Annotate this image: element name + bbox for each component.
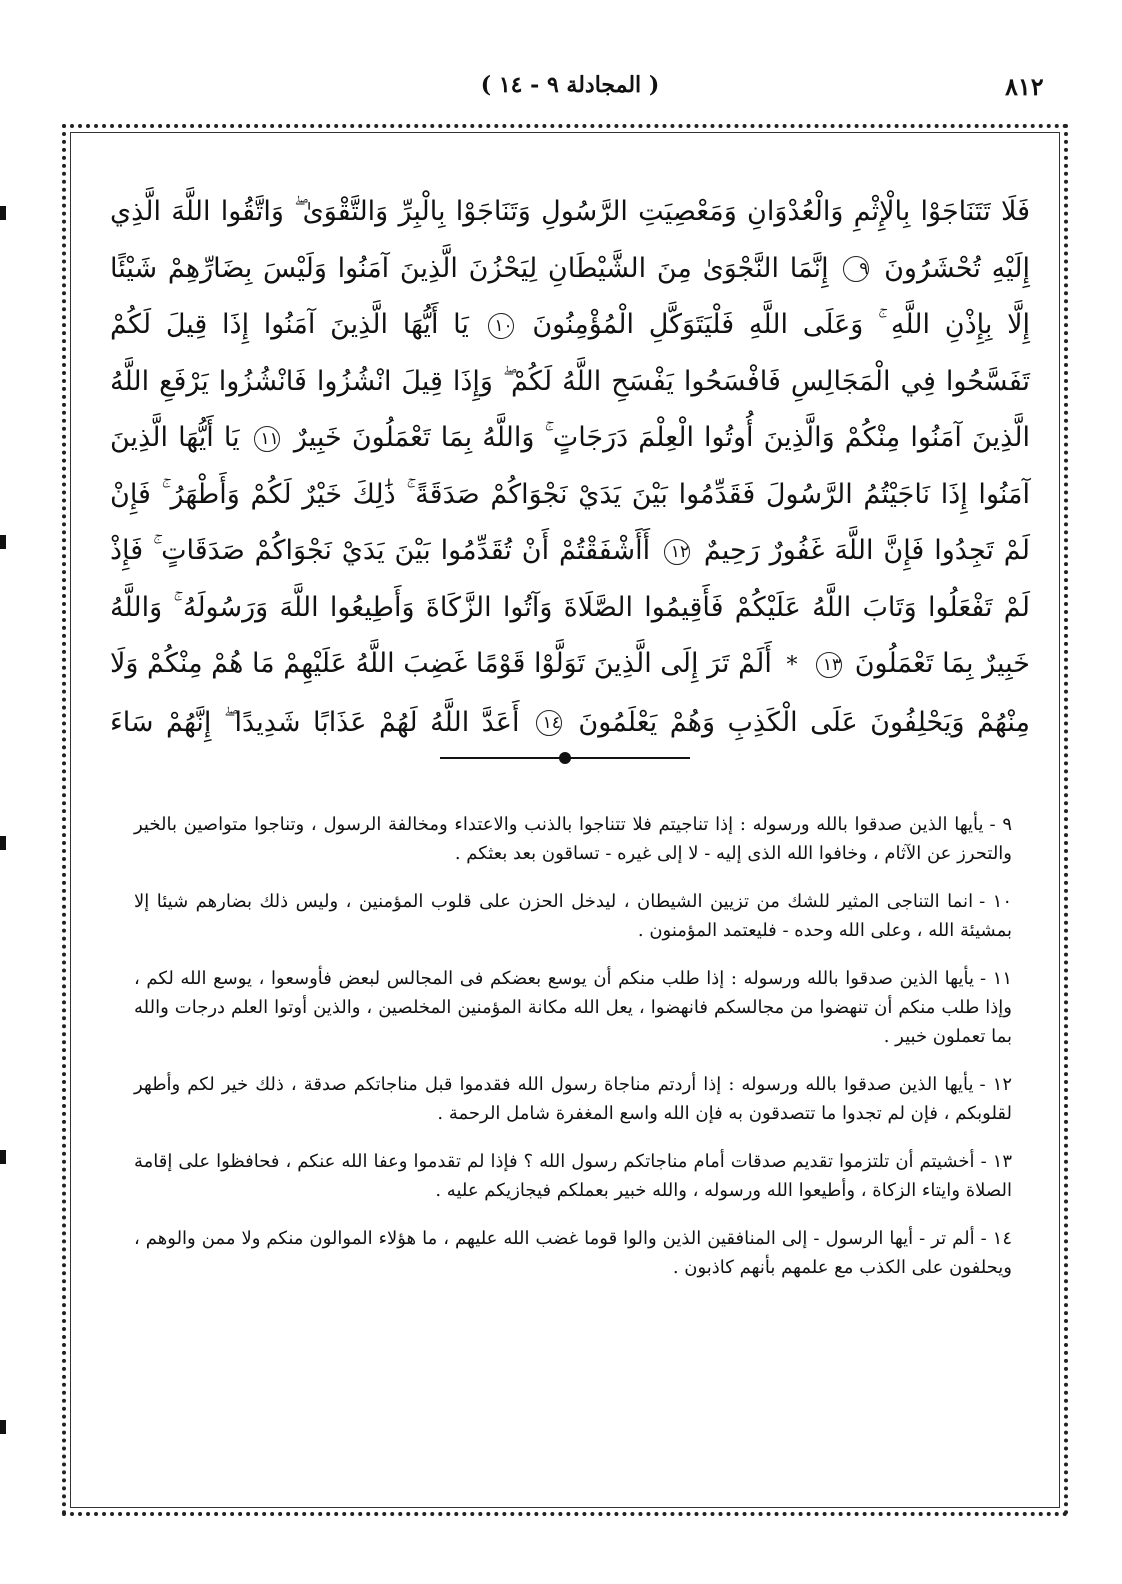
- scan-edge-mark: [0, 1150, 6, 1164]
- commentary-paragraph: [134, 1070, 1012, 1128]
- tafsir-commentary: [134, 810, 1012, 1301]
- commentary-text: يأيها الذين صدقوا بالله ورسوله : إذا أردتم مناجاة رسول الله فقدموا قبل مناجاتكم صدقة ، ذلك خير لكم وأطهر لقلوبكم ، فإن لم تجدوا ما تتصدقون به فإن الله واسع المغفرة شامل الرحمة .: [134, 1074, 1012, 1124]
- commentary-paragraph: [134, 964, 1012, 1051]
- commentary-text: ألم تر - أيها الرسول - إلى المنافقين الذين والوا قوما غضب الله عليهم ، ما هؤلاء الموالون منكم ولا ممن والوهم ، ويحلفون على الكذب مع علمهم بأنهم كاذبون .: [134, 1228, 1012, 1278]
- commentary-paragraph: [134, 810, 1012, 868]
- section-divider: [440, 752, 690, 764]
- commentary-number: ١٣ -: [980, 1151, 1012, 1172]
- verse-text: يَا أَيُّهَا الَّذِينَ آمَنُوا إِذَا نَاجَيْتُمُ الرَّسُولَ فَقَدِّمُوا بَيْنَ يَدَيْ نَجْوَاكُمْ صَدَقَةً ۚ ذَٰلِكَ خَيْرٌ لَكُمْ وَأَطْهَرُ ۚ فَإِنْ لَمْ تَجِدُوا فَإِنَّ اللَّهَ غَفُورٌ رَحِيمٌ: [110, 422, 1030, 566]
- verse-number-marker: ١١: [254, 426, 280, 452]
- verse-text: أَلَمْ تَرَ إِلَى الَّذِينَ تَوَلَّوْا قَوْمًا غَضِبَ اللَّهُ عَلَيْهِمْ مَا هُمْ مِنْكُمْ وَلَا مِنْهُمْ وَيَحْلِفُونَ عَلَى الْكَذِبِ وَهُمْ يَعْلَمُونَ: [110, 648, 1030, 738]
- commentary-number: ١٠ -: [979, 891, 1012, 912]
- verse-text: أَأَشْفَقْتُمْ أَنْ تُقَدِّمُوا بَيْنَ يَدَيْ نَجْوَاكُمْ صَدَقَاتٍ ۚ فَإِذْ لَمْ تَفْعَلُوا وَتَابَ اللَّهُ عَلَيْكُمْ فَأَقِيمُوا الصَّلَاةَ وَآتُوا الزَّكَاةَ وَأَطِيعُوا اللَّهَ وَرَسُولَهُ ۚ وَاللَّهُ خَبِيرٌ بِمَا تَعْمَلُونَ: [110, 535, 1030, 679]
- scan-edge-mark: [0, 836, 6, 850]
- verse-text: إِنَّمَا النَّجْوَىٰ مِنَ الشَّيْطَانِ لِيَحْزُنَ الَّذِينَ آمَنُوا وَلَيْسَ بِضَارِّهِمْ شَيْئًا إِلَّا بِإِذْنِ اللَّهِ ۚ وَعَلَى اللَّهِ فَلْيَتَوَكَّلِ الْمُؤْمِنُونَ: [110, 252, 1030, 340]
- commentary-text: يأيها الذين صدقوا بالله ورسوله : إذا طلب منكم أن يوسع بعضكم فى المجالس لبعض فأوسعوا ، يوسع الله لكم ، وإذا طلب منكم أن تنهضوا من مجالسكم فانهضوا ، يعل الله مكانة المؤمنين المخلصين ، والذين أوتوا العلم درجات والله بما تعملون خبير .: [134, 968, 1012, 1047]
- commentary-text: انما التناجى المثير للشك من تزيين الشيطان ، ليدخل الحزن على قلوب المؤمنين ، وليس ذلك بضارهم شيئا إلا بمشيئة الله ، وعلى الله وحده - فليعتمد المؤمنون .: [134, 891, 1012, 941]
- commentary-paragraph: [134, 1224, 1012, 1282]
- page-number: ٨١٢: [1005, 72, 1044, 101]
- commentary-paragraph: [134, 887, 1012, 945]
- scan-edge-mark: [0, 1420, 6, 1434]
- verse-number-marker: ١٢: [664, 539, 690, 565]
- commentary-number: ١١ -: [979, 968, 1013, 989]
- commentary-paragraph: [134, 1147, 1012, 1205]
- scan-edge-mark: [0, 206, 6, 220]
- commentary-number: ٩ -: [989, 814, 1012, 835]
- commentary-text: يأيها الذين صدقوا بالله ورسوله : إذا تناجيتم فلا تتناجوا بالذنب والاعتداء ومخالفة الرسول ، وتناجوا متواصين بالخير والتحرز عن الآثام ، وخافوا الله الذى إليه - لا إلى غيره - تساقون بعد بعثكم .: [134, 814, 1012, 864]
- hizb-star-marker: *: [786, 653, 798, 678]
- commentary-text: أخشيتم أن تلتزموا تقديم صدقات أمام مناجاتكم رسول الله ؟ فإذا لم تقدموا وعفا الله عنكم ، فحافظوا على إقامة الصلاة وايتاء الزكاة ، وأطيعوا الله ورسوله ، والله خبير بعملكم فيجازيكم عليه .: [134, 1151, 1012, 1201]
- verse-number-marker: ٩: [843, 256, 869, 282]
- surah-range-title: ( المجادلة ٩ - ١٤ ): [480, 72, 660, 98]
- commentary-number: ١٤ -: [980, 1228, 1012, 1249]
- divider-dot: [559, 752, 571, 764]
- quran-verses: [110, 184, 1030, 751]
- verse-text: يَا أَيُّهَا الَّذِينَ آمَنُوا إِذَا قِيلَ لَكُمْ تَفَسَّحُوا فِي الْمَجَالِسِ فَافْسَحُوا يَفْسَحِ اللَّهُ لَكُمْ ۖ وَإِذَا قِيلَ انْشُزُوا فَانْشُزُوا يَرْفَعِ اللَّهُ الَّذِينَ آمَنُوا مِنْكُمْ وَالَّذِينَ أُوتُوا الْعِلْمَ دَرَجَاتٍ ۚ وَاللَّهُ بِمَا تَعْمَلُونَ خَبِيرٌ: [110, 309, 1030, 453]
- verse-15-partial: [110, 707, 519, 738]
- verse-number-marker: ١٣: [816, 652, 842, 678]
- verse-number-marker: ١٤: [536, 710, 562, 736]
- scan-edge-mark: [0, 535, 6, 549]
- verse-text: أَعَدَّ اللَّهُ لَهُمْ عَذَابًا شَدِيدًا ۖ إِنَّهُمْ سَاءَ: [110, 706, 520, 738]
- commentary-number: ١٢ -: [979, 1074, 1012, 1095]
- verse-number-marker: ١٠: [488, 313, 514, 339]
- verse-text: فَلَا تَتَنَاجَوْا بِالْإِثْمِ وَالْعُدْوَانِ وَمَعْصِيَتِ الرَّسُولِ وَتَنَاجَوْا بِالْبِرِّ وَالتَّقْوَىٰ ۖ وَاتَّقُوا اللَّهَ الَّذِي إِلَيْهِ تُحْشَرُونَ: [110, 196, 1030, 284]
